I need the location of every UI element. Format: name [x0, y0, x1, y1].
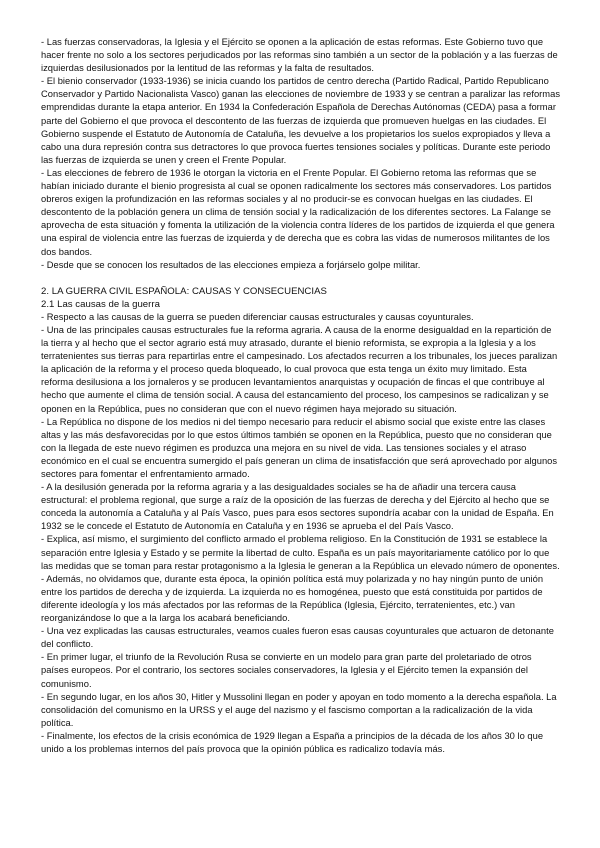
section-paragraph-1: - Respecto a las causas de la guerra se pueden diferenciar causas estructurales y causas coyunturales.	[41, 311, 474, 322]
section-paragraph-10: - Finalmente, los efectos de la crisis económica de 1929 llegan a España a principios de la década de los años 30 lo que unido a los problemas internos del país provoca que la opinión pública es radicalizo todavía más.	[41, 730, 544, 754]
section-paragraph-9: - En segundo lugar, en los años 30, Hitler y Mussolini llegan en poder y apoyan en todo momento a la derecha española. La consolidación del comunismo en la URSS y el auge del nazismo y el fascismo comportan a la radicalización de la vida política.	[41, 691, 557, 728]
section-paragraph-5: - Explica, así mismo, el surgimiento del conflicto armado el problema religioso. En la Constitución de 1931 se establece la separación entre Iglesia y Estado y se permite la libertad de culto. España es un país mayoritariamente católico por lo que las medidas que se toman para restar protagonismo a la Iglesia le generan a la República un elevado número de oponentes.	[41, 534, 560, 571]
section-paragraph-8: - En primer lugar, el triunfo de la Revolución Rusa se convierte en un modelo para gran parte del proletariado de otros países europeos. Por el contrario, los sectores sociales conservadores, la Iglesia y el Ejército temen la expansión del comunismo.	[41, 652, 532, 689]
paragraph-gap	[41, 272, 561, 285]
intro-paragraph-4: - Desde que se conocen los resultados de las elecciones empieza a forjárselo golpe militar.	[41, 259, 421, 270]
document-page	[41, 36, 561, 756]
section-paragraph-7: - Una vez explicadas las causas estructurales, veamos cuales fueron esas causas coyunturales que actuaron de detonante del conflicto.	[41, 626, 554, 650]
section-title: 2. LA GUERRA CIVIL ESPAÑOLA: CAUSAS Y CONSECUENCIAS	[41, 285, 327, 297]
intro-paragraph-3: - Las elecciones de febrero de 1936 le otorgan la victoria en el Frente Popular. El Gobierno retoma las reformas que se habían iniciado durante el bienio progresista al cual se oponen radicalmente los sectores más conservadores. Los partidos obreros exigen la profundización en las reformas sociales y al no producir-se es convocan huelgas en las ciudades. El descontento de la población genera un clima de tensión social y la radicalización de los diferentes sectores. La Falange se aprovecha de esta situación y fomenta la utilización de la violencia contra líderes de los partidos de izquierda el que genera una espiral de violencia entre las fuerzas de izquierda y de derecha que es cobra las vidas de numerosos militantes de los dos bandos.	[41, 167, 555, 257]
intro-paragraph-1: - Las fuerzas conservadoras, la Iglesia y el Ejército se oponen a la aplicación de estas reformas. Este Gobierno tuvo que hacer frente no solo a los sectores perjudicados por las reformas sino también a un sector de la población y a las fuerzas de izquierdas desilusionados por la lentitud de las reformas y la falta de resultados.	[41, 37, 558, 74]
section-paragraph-2: - Una de las principales causas estructurales fue la reforma agraria. A causa de la enorme desigualdad en la repartición de la tierra y al hecho que el sector agrario está muy atrasado, durante el bienio reformista, se expropia a la Iglesia y a los terratenientes sus tierras para repartirlas entre el campesinado. Los afectados recurren a los tribunales, los jueces paralizan la aplicación de la reforma y el proceso queda bloqueado, lo cual provoca que esta tenga un éxito muy limitado. Esta reforma desilusiona a los jornaleros y se producen levantamientos anarquistas y ocupación de fincas el que contribuye al hecho que aumente el clima de tensión social. A causa del estancamiento del proceso, los campesinos se radicalizan y se oponen en la República, pues no consideran que con el nuevo régimen haya mejorado su situación.	[41, 324, 558, 414]
section-paragraph-4: - A la desilusión generada por la reforma agraria y a las desigualdades sociales se ha de añadir una tercera causa estructural: el problema regional, que surge a raíz de la oposición de las fuerzas de derecha y del Ejército al hecho que se conceda la autonomía a Cataluña y al País Vasco, pues para esos sectores supondría acabar con la unidad de España. En 1932 se le concede el Estatuto de Autonomía en Cataluña y en 1936 se aprueba el del País Vasco.	[41, 482, 554, 532]
subsection-title: 2.1 Las causas de la guerra	[41, 298, 160, 310]
section-paragraph-6: - Además, no olvidamos que, durante esta época, la opinión política está muy polarizada y no hay ningún punto de unión entre los partidos de derecha y de izquierda. La izquierda no es homogénea, puesto que está constituida por partidos de diferente ideología y los más afectados por las reformas de la República (Iglesia, Ejército, terratenientes, etc.) van reorganizándose lo que a la larga los acabará beneficiando.	[41, 573, 544, 624]
intro-paragraph-2: - El bienio conservador (1933-1936) se inicia cuando los partidos de centro derecha (Partido Radical, Partido Republicano Conservador y Partido Nacionalista Vasco) ganan las elecciones de noviembre de 1933 y se centran a paralizar las reformas emprendidas durante la etapa anterior. En 1934 la Confederación Española de Derechas Autónomas (CEDA) pasa a formar parte del Gobierno el que provoca el descontento de las fuerzas de izquierda que promueven huelgas en las ciudades. El Gobierno suspende el Estatuto de Autonomía de Cataluña, les devuelve a los propietarios los suelos expropiados y lleva a cabo una dura represión contra sus detractores lo que provoca fuertes tensiones sociales y políticas. Durante este periodo las fuerzas de izquierda se unen y creen el Frente Popular.	[41, 76, 561, 165]
section-paragraph-3: - La República no dispone de los medios ni del tiempo necesario para reducir el abismo social que existe entre las clases altas y las más desfavorecidas por lo que estos últimos también se oponen en la República, puesto que no consideran que con la llegada de este nuevo régimen es produzca una mejora en su nivel de vida. Las tensiones sociales y el atraso económico en el cual se encuentra sumergido el país generan un clima de insatisfacción que será aprovechado por algunos sectores para fomentar el enfrentamiento armado.	[41, 416, 558, 479]
